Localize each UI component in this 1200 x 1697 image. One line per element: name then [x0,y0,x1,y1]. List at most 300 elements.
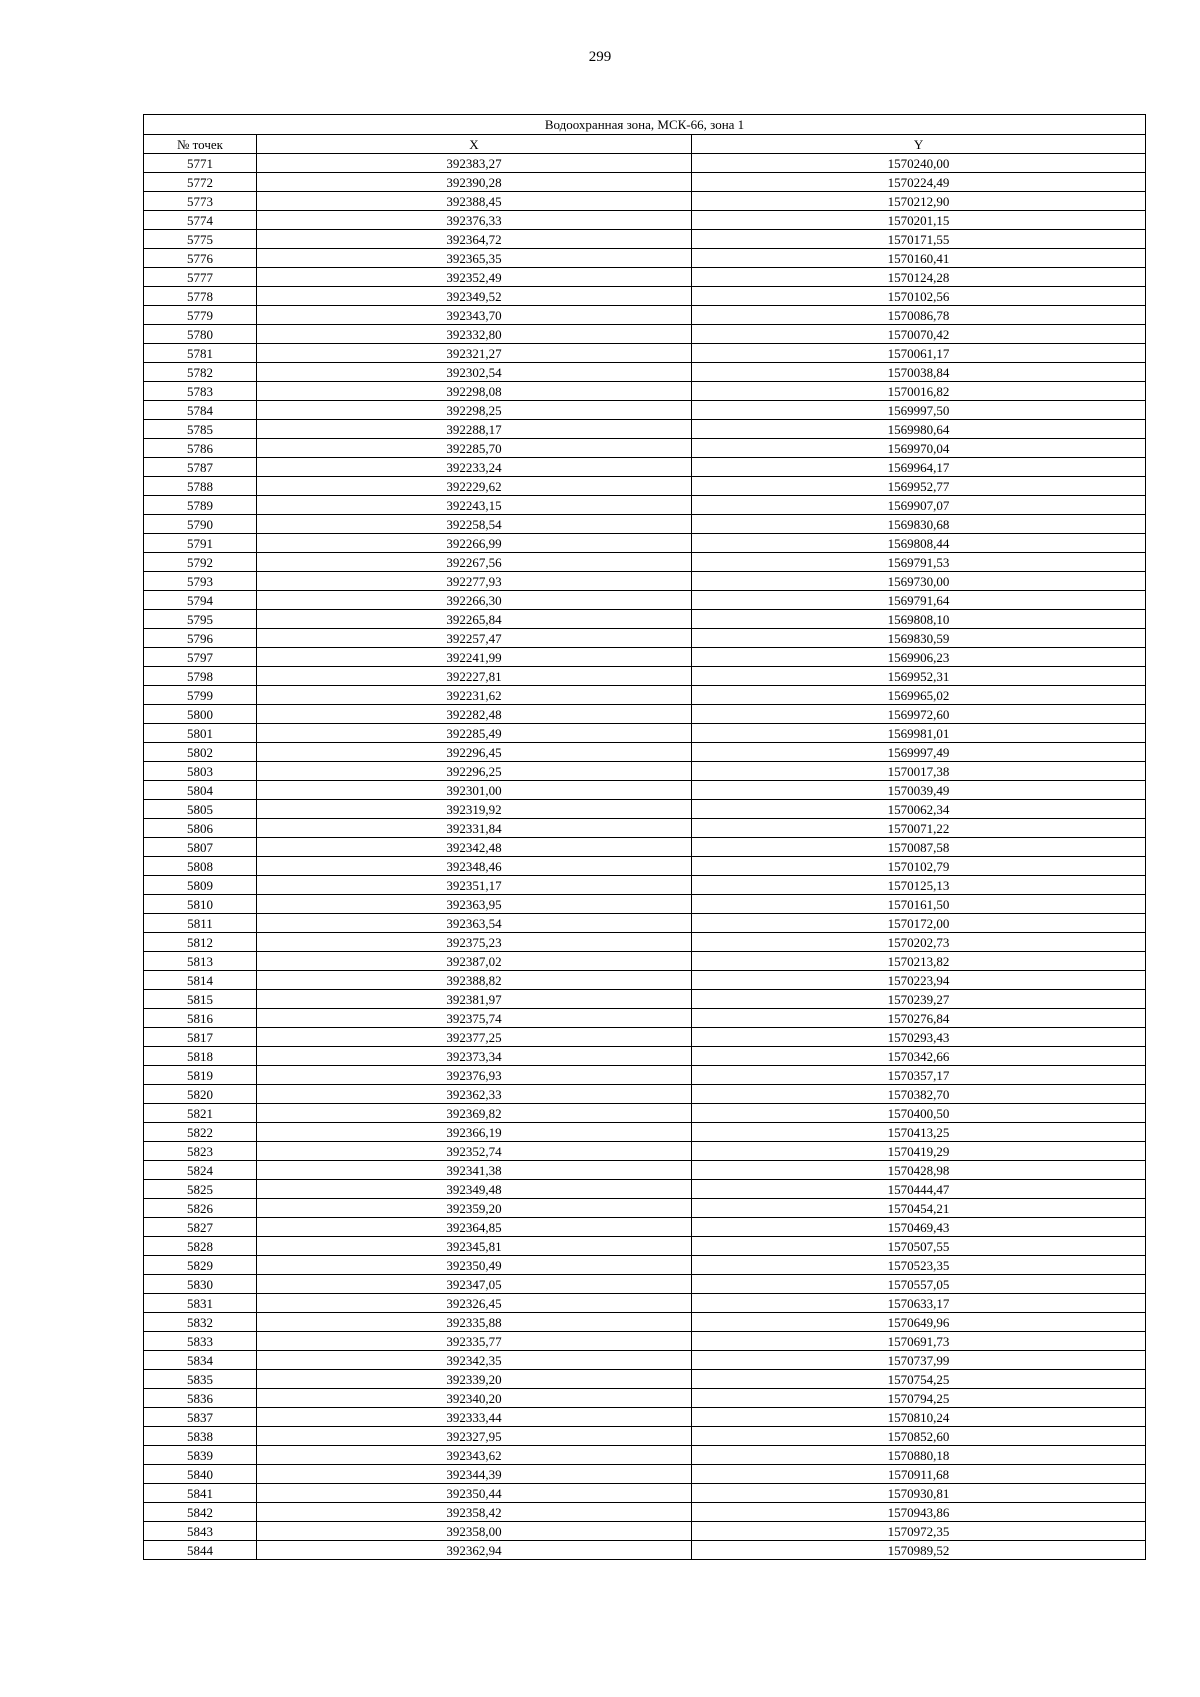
table-row [144,857,1146,876]
x-coordinate-cell: 392298,08 [257,382,692,401]
y-coordinate-cell: 1570469,43 [692,1218,1146,1237]
y-coordinate-cell: 1570061,17 [692,344,1146,363]
y-coordinate-cell: 1569791,64 [692,591,1146,610]
y-coordinate-cell: 1570989,52 [692,1541,1146,1560]
x-coordinate-cell: 392243,15 [257,496,692,515]
table-row [144,591,1146,610]
y-coordinate-cell: 1570172,00 [692,914,1146,933]
point-number-cell: 5824 [144,1161,257,1180]
y-coordinate-cell: 1570212,90 [692,192,1146,211]
table-row [144,1123,1146,1142]
y-coordinate-cell: 1570016,82 [692,382,1146,401]
table-row [144,1446,1146,1465]
point-number-cell: 5805 [144,800,257,819]
point-number-cell: 5827 [144,1218,257,1237]
x-coordinate-cell: 392350,49 [257,1256,692,1275]
table-row [144,1427,1146,1446]
y-coordinate-cell: 1569907,07 [692,496,1146,515]
table-row [144,1522,1146,1541]
y-coordinate-cell: 1569980,64 [692,420,1146,439]
x-coordinate-cell: 392343,70 [257,306,692,325]
y-coordinate-cell: 1570691,73 [692,1332,1146,1351]
point-number-cell: 5822 [144,1123,257,1142]
point-number-cell: 5816 [144,1009,257,1028]
table-row [144,895,1146,914]
y-coordinate-cell: 1570124,28 [692,268,1146,287]
point-number-cell: 5778 [144,287,257,306]
x-coordinate-cell: 392376,33 [257,211,692,230]
point-number-cell: 5771 [144,154,257,173]
y-coordinate-cell: 1570852,60 [692,1427,1146,1446]
table-row [144,496,1146,515]
table-row [144,1009,1146,1028]
x-coordinate-cell: 392296,45 [257,743,692,762]
y-coordinate-cell: 1570276,84 [692,1009,1146,1028]
x-coordinate-cell: 392358,00 [257,1522,692,1541]
y-coordinate-cell: 1570633,17 [692,1294,1146,1313]
point-number-cell: 5808 [144,857,257,876]
table-row [144,477,1146,496]
point-number-cell: 5814 [144,971,257,990]
table-row [144,1503,1146,1522]
x-coordinate-cell: 392351,17 [257,876,692,895]
point-number-cell: 5810 [144,895,257,914]
y-coordinate-cell: 1570160,41 [692,249,1146,268]
table-row [144,1237,1146,1256]
table-row [144,838,1146,857]
table-row [144,363,1146,382]
x-coordinate-cell: 392363,95 [257,895,692,914]
table-row [144,876,1146,895]
y-coordinate-cell: 1569808,10 [692,610,1146,629]
table-row [144,667,1146,686]
table-row [144,1066,1146,1085]
point-number-cell: 5823 [144,1142,257,1161]
x-coordinate-cell: 392266,30 [257,591,692,610]
table-row [144,1294,1146,1313]
y-coordinate-cell: 1569830,68 [692,515,1146,534]
table-row [144,933,1146,952]
y-coordinate-cell: 1570086,78 [692,306,1146,325]
y-coordinate-cell: 1570419,29 [692,1142,1146,1161]
y-coordinate-cell: 1570557,05 [692,1275,1146,1294]
y-coordinate-cell: 1570413,25 [692,1123,1146,1142]
x-coordinate-cell: 392339,20 [257,1370,692,1389]
x-coordinate-cell: 392375,74 [257,1009,692,1028]
y-coordinate-cell: 1570125,13 [692,876,1146,895]
point-number-cell: 5792 [144,553,257,572]
x-coordinate-cell: 392375,23 [257,933,692,952]
x-coordinate-cell: 392241,99 [257,648,692,667]
point-number-cell: 5840 [144,1465,257,1484]
point-number-cell: 5812 [144,933,257,952]
table-row [144,439,1146,458]
point-number-cell: 5798 [144,667,257,686]
x-coordinate-cell: 392319,92 [257,800,692,819]
table-row [144,1085,1146,1104]
x-coordinate-cell: 392376,93 [257,1066,692,1085]
point-number-cell: 5802 [144,743,257,762]
table-row [144,1351,1146,1370]
table-row [144,1389,1146,1408]
table-row [144,553,1146,572]
point-number-cell: 5833 [144,1332,257,1351]
x-coordinate-cell: 392326,45 [257,1294,692,1313]
x-coordinate-cell: 392348,46 [257,857,692,876]
point-number-cell: 5780 [144,325,257,344]
y-coordinate-cell: 1570213,82 [692,952,1146,971]
table-row [144,572,1146,591]
y-coordinate-cell: 1570972,35 [692,1522,1146,1541]
point-number-cell: 5815 [144,990,257,1009]
table-row [144,268,1146,287]
y-coordinate-cell: 1570102,79 [692,857,1146,876]
point-number-cell: 5807 [144,838,257,857]
x-coordinate-cell: 392341,38 [257,1161,692,1180]
x-coordinate-cell: 392282,48 [257,705,692,724]
x-coordinate-cell: 392231,62 [257,686,692,705]
x-coordinate-cell: 392388,82 [257,971,692,990]
y-coordinate-cell: 1570943,86 [692,1503,1146,1522]
table-row [144,1218,1146,1237]
x-coordinate-cell: 392342,48 [257,838,692,857]
x-coordinate-cell: 392364,85 [257,1218,692,1237]
y-coordinate-cell: 1570754,25 [692,1370,1146,1389]
point-number-cell: 5825 [144,1180,257,1199]
table-row [144,1275,1146,1294]
x-coordinate-cell: 392258,54 [257,515,692,534]
y-coordinate-cell: 1569791,53 [692,553,1146,572]
x-coordinate-cell: 392332,80 [257,325,692,344]
x-coordinate-cell: 392381,97 [257,990,692,1009]
column-header-y: Y [692,135,1146,154]
x-coordinate-cell: 392350,44 [257,1484,692,1503]
point-number-cell: 5809 [144,876,257,895]
point-number-cell: 5843 [144,1522,257,1541]
x-coordinate-cell: 392229,62 [257,477,692,496]
table-row [144,154,1146,173]
table-row [144,705,1146,724]
y-coordinate-cell: 1570062,34 [692,800,1146,819]
table-row [144,1104,1146,1123]
table-row [144,952,1146,971]
x-coordinate-cell: 392340,20 [257,1389,692,1408]
table-row [144,534,1146,553]
point-number-cell: 5796 [144,629,257,648]
column-header-x: X [257,135,692,154]
x-coordinate-cell: 392266,99 [257,534,692,553]
table-header-row [144,135,1146,154]
table-row [144,610,1146,629]
point-number-cell: 5835 [144,1370,257,1389]
y-coordinate-cell: 1570507,55 [692,1237,1146,1256]
table-row [144,1142,1146,1161]
table-row [144,1370,1146,1389]
y-coordinate-cell: 1570070,42 [692,325,1146,344]
point-number-cell: 5844 [144,1541,257,1560]
point-number-cell: 5837 [144,1408,257,1427]
table-row [144,515,1146,534]
point-number-cell: 5838 [144,1427,257,1446]
x-coordinate-cell: 392302,54 [257,363,692,382]
table-row [144,420,1146,439]
x-coordinate-cell: 392277,93 [257,572,692,591]
x-coordinate-cell: 392257,47 [257,629,692,648]
x-coordinate-cell: 392347,05 [257,1275,692,1294]
x-coordinate-cell: 392267,56 [257,553,692,572]
x-coordinate-cell: 392349,52 [257,287,692,306]
point-number-cell: 5773 [144,192,257,211]
point-number-cell: 5831 [144,1294,257,1313]
x-coordinate-cell: 392227,81 [257,667,692,686]
point-number-cell: 5775 [144,230,257,249]
table-body [144,154,1146,1560]
column-header-point-number: № точек [144,135,257,154]
table-row [144,629,1146,648]
point-number-cell: 5793 [144,572,257,591]
point-number-cell: 5790 [144,515,257,534]
y-coordinate-cell: 1570428,98 [692,1161,1146,1180]
x-coordinate-cell: 392288,17 [257,420,692,439]
table-row [144,819,1146,838]
point-number-cell: 5829 [144,1256,257,1275]
x-coordinate-cell: 392265,84 [257,610,692,629]
x-coordinate-cell: 392335,77 [257,1332,692,1351]
x-coordinate-cell: 392390,28 [257,173,692,192]
point-number-cell: 5836 [144,1389,257,1408]
x-coordinate-cell: 392285,49 [257,724,692,743]
x-coordinate-cell: 392359,20 [257,1199,692,1218]
y-coordinate-cell: 1570038,84 [692,363,1146,382]
point-number-cell: 5777 [144,268,257,287]
x-coordinate-cell: 392335,88 [257,1313,692,1332]
x-coordinate-cell: 392343,62 [257,1446,692,1465]
x-coordinate-cell: 392233,24 [257,458,692,477]
x-coordinate-cell: 392383,27 [257,154,692,173]
point-number-cell: 5803 [144,762,257,781]
table-row [144,1332,1146,1351]
x-coordinate-cell: 392333,44 [257,1408,692,1427]
x-coordinate-cell: 392388,45 [257,192,692,211]
x-coordinate-cell: 392369,82 [257,1104,692,1123]
point-number-cell: 5826 [144,1199,257,1218]
y-coordinate-cell: 1570017,38 [692,762,1146,781]
y-coordinate-cell: 1570794,25 [692,1389,1146,1408]
y-coordinate-cell: 1570382,70 [692,1085,1146,1104]
x-coordinate-cell: 392358,42 [257,1503,692,1522]
point-number-cell: 5818 [144,1047,257,1066]
y-coordinate-cell: 1570239,27 [692,990,1146,1009]
x-coordinate-cell: 392321,27 [257,344,692,363]
y-coordinate-cell: 1569830,59 [692,629,1146,648]
table-row [144,648,1146,667]
point-number-cell: 5797 [144,648,257,667]
x-coordinate-cell: 392331,84 [257,819,692,838]
x-coordinate-cell: 392373,34 [257,1047,692,1066]
table-row [144,1465,1146,1484]
table-row [144,344,1146,363]
table-caption-row [144,115,1146,135]
table-row [144,306,1146,325]
point-number-cell: 5788 [144,477,257,496]
table-row [144,458,1146,477]
table-row [144,1256,1146,1275]
coordinates-table [143,114,1146,1560]
x-coordinate-cell: 392345,81 [257,1237,692,1256]
table-row [144,762,1146,781]
point-number-cell: 5783 [144,382,257,401]
table-caption: Водоохранная зона, МСК-66, зона 1 [144,115,1146,135]
y-coordinate-cell: 1570810,24 [692,1408,1146,1427]
y-coordinate-cell: 1569997,50 [692,401,1146,420]
page-number: 299 [588,49,612,65]
table-row [144,781,1146,800]
y-coordinate-cell: 1569952,31 [692,667,1146,686]
y-coordinate-cell: 1569906,23 [692,648,1146,667]
point-number-cell: 5776 [144,249,257,268]
point-number-cell: 5841 [144,1484,257,1503]
point-number-cell: 5782 [144,363,257,382]
y-coordinate-cell: 1570161,50 [692,895,1146,914]
table-row [144,1408,1146,1427]
point-number-cell: 5791 [144,534,257,553]
x-coordinate-cell: 392344,39 [257,1465,692,1484]
y-coordinate-cell: 1570737,99 [692,1351,1146,1370]
point-number-cell: 5817 [144,1028,257,1047]
x-coordinate-cell: 392298,25 [257,401,692,420]
x-coordinate-cell: 392377,25 [257,1028,692,1047]
y-coordinate-cell: 1569970,04 [692,439,1146,458]
table-row [144,1313,1146,1332]
y-coordinate-cell: 1569997,49 [692,743,1146,762]
y-coordinate-cell: 1570102,56 [692,287,1146,306]
y-coordinate-cell: 1570071,22 [692,819,1146,838]
table-row [144,724,1146,743]
y-coordinate-cell: 1570357,17 [692,1066,1146,1085]
y-coordinate-cell: 1570523,35 [692,1256,1146,1275]
y-coordinate-cell: 1570202,73 [692,933,1146,952]
point-number-cell: 5834 [144,1351,257,1370]
y-coordinate-cell: 1569981,01 [692,724,1146,743]
point-number-cell: 5819 [144,1066,257,1085]
point-number-cell: 5828 [144,1237,257,1256]
x-coordinate-cell: 392364,72 [257,230,692,249]
table-row [144,287,1146,306]
y-coordinate-cell: 1570400,50 [692,1104,1146,1123]
point-number-cell: 5806 [144,819,257,838]
table-row [144,192,1146,211]
table-row [144,1028,1146,1047]
y-coordinate-cell: 1570930,81 [692,1484,1146,1503]
point-number-cell: 5799 [144,686,257,705]
x-coordinate-cell: 392363,54 [257,914,692,933]
x-coordinate-cell: 392327,95 [257,1427,692,1446]
point-number-cell: 5839 [144,1446,257,1465]
point-number-cell: 5784 [144,401,257,420]
x-coordinate-cell: 392301,00 [257,781,692,800]
y-coordinate-cell: 1570880,18 [692,1446,1146,1465]
point-number-cell: 5832 [144,1313,257,1332]
table-row [144,249,1146,268]
point-number-cell: 5787 [144,458,257,477]
point-number-cell: 5789 [144,496,257,515]
point-number-cell: 5794 [144,591,257,610]
table-row [144,1180,1146,1199]
table-row [144,382,1146,401]
y-coordinate-cell: 1569965,02 [692,686,1146,705]
point-number-cell: 5786 [144,439,257,458]
y-coordinate-cell: 1570342,66 [692,1047,1146,1066]
table-row [144,686,1146,705]
y-coordinate-cell: 1570087,58 [692,838,1146,857]
y-coordinate-cell: 1570911,68 [692,1465,1146,1484]
y-coordinate-cell: 1570444,47 [692,1180,1146,1199]
table-row [144,1484,1146,1503]
x-coordinate-cell: 392387,02 [257,952,692,971]
y-coordinate-cell: 1570201,15 [692,211,1146,230]
x-coordinate-cell: 392285,70 [257,439,692,458]
table-row [144,1541,1146,1560]
x-coordinate-cell: 392352,74 [257,1142,692,1161]
x-coordinate-cell: 392349,48 [257,1180,692,1199]
y-coordinate-cell: 1570223,94 [692,971,1146,990]
table-row [144,173,1146,192]
x-coordinate-cell: 392352,49 [257,268,692,287]
table-row [144,914,1146,933]
table-row [144,800,1146,819]
x-coordinate-cell: 392362,33 [257,1085,692,1104]
point-number-cell: 5779 [144,306,257,325]
x-coordinate-cell: 392296,25 [257,762,692,781]
point-number-cell: 5772 [144,173,257,192]
table-row [144,1199,1146,1218]
y-coordinate-cell: 1569808,44 [692,534,1146,553]
point-number-cell: 5774 [144,211,257,230]
y-coordinate-cell: 1569964,17 [692,458,1146,477]
y-coordinate-cell: 1570649,96 [692,1313,1146,1332]
y-coordinate-cell: 1569972,60 [692,705,1146,724]
table-row [144,401,1146,420]
point-number-cell: 5800 [144,705,257,724]
y-coordinate-cell: 1569952,77 [692,477,1146,496]
point-number-cell: 5842 [144,1503,257,1522]
point-number-cell: 5811 [144,914,257,933]
x-coordinate-cell: 392342,35 [257,1351,692,1370]
point-number-cell: 5804 [144,781,257,800]
y-coordinate-cell: 1570039,49 [692,781,1146,800]
x-coordinate-cell: 392362,94 [257,1541,692,1560]
table-row [144,971,1146,990]
x-coordinate-cell: 392365,35 [257,249,692,268]
table-row [144,1161,1146,1180]
point-number-cell: 5830 [144,1275,257,1294]
table-row [144,1047,1146,1066]
y-coordinate-cell: 1570293,43 [692,1028,1146,1047]
table-row [144,230,1146,249]
point-number-cell: 5795 [144,610,257,629]
point-number-cell: 5813 [144,952,257,971]
y-coordinate-cell: 1570240,00 [692,154,1146,173]
point-number-cell: 5781 [144,344,257,363]
point-number-cell: 5785 [144,420,257,439]
x-coordinate-cell: 392366,19 [257,1123,692,1142]
y-coordinate-cell: 1570171,55 [692,230,1146,249]
table-row [144,211,1146,230]
table-row [144,990,1146,1009]
y-coordinate-cell: 1570224,49 [692,173,1146,192]
point-number-cell: 5820 [144,1085,257,1104]
point-number-cell: 5821 [144,1104,257,1123]
